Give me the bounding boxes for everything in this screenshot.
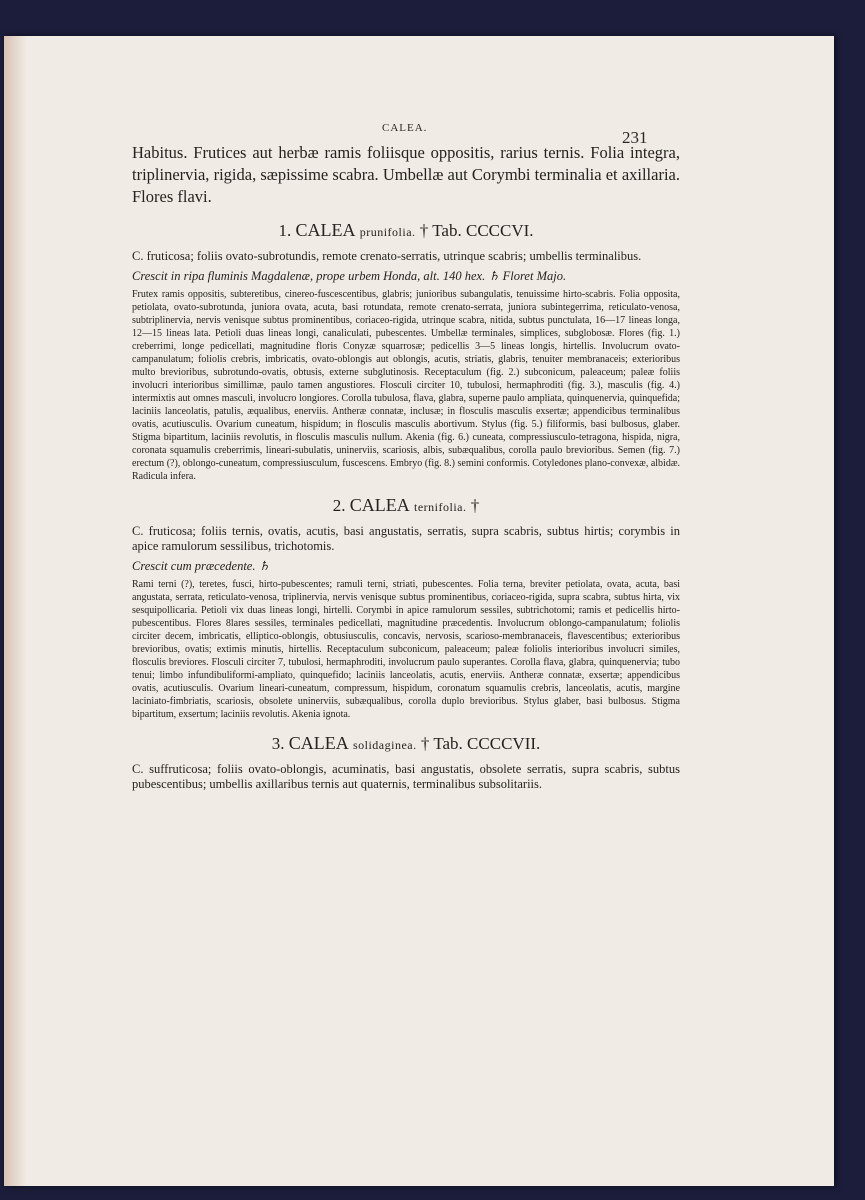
species-description-1: Frutex ramis oppositis, subteretibus, cinereo-fuscescentibus, glabris; junioribus subangulatis, tenuissime hirto-scabris. Folia opposita, petiolata, ovato-subrotunda, juniora ovata, acuta, basi rotundata, remote crenato-serrata, juniora subintegerrima, reticulato-venosa, subtriplinervia, nervis venisque subtus prominentibus, coriaceo-rigida, utrinque scabra, nitida, subtus punctulata, 16—17 lineas longa, 12—15 lineas lata. Petioli duas lineas longi, canaliculati, pubescentes. Umbellæ terminales, simplices, subglobosæ. Flores (fig. 1.) creberrimi, longe pedicellati, magnitudine floris Conyzæ squarrosæ; pedicellis 3—5 lineas longis, hirtellis. Involucrum ovato-campanulatum; foliolis crebris, imbricatis, ovato-oblongis aut oblongis, acutis, striatis, glabris, tenuiter membranaceis; exterioribus multo brevioribus, subrotundo-ovatis, obtusis, externe subglutinosis. Receptaculum (fig. 2.) subconicum, paleaceum; paleæ foliis involucri interioribus simillimæ, paulo tamen angustiores. Flosculi circiter 10, tubulosi, hermaphroditi (fig. 3.), masculis (fig. 4.) intermixtis aut omnes masculi, involucro longiores. Corolla tubulosa, flava, glabra, superne paulo ampliata, quinquenervia, quinquefida; laciniis lanceolatis, patulis, æqualibus, enerviis. Antheræ connatæ, inclusæ; in flosculis masculis exsertæ; appendicibus terminalibus ovatis, acutiusculis. Ovarium cuneatum, hispidum; in flosculis masculis abortivum. Stylus (fig. 5.) filiformis, basi bulbosus, glaber. Stigma bipartitum, laciniis revolutis, in flosculis masculis nullum. Akenia (fig. 6.) cuneata, compressiusculo-tetragona, hispida, nigra, coronata squamulis creberrimis, lineari-subulatis, uninerviis, scariosis, albis, subæqualibus, corolla paulo brevioribus. Semen (fig. 7.) erectum (?), oblongo-cuneatum, compressiusculum, fuscescens. Embryo (fig. 8.) semini conformis. Cotyledones plano-convexæ, albidæ. Radicula infera.: [132, 289, 680, 482]
species-habitat-1: Crescit in ripa fluminis Magdalenæ, prope urbem Honda, alt. 140 hex. ♄ Floret Majo.: [132, 269, 567, 283]
species-number: 2.: [332, 496, 346, 515]
species-diagnosis-3: C. suffruticosa; foliis ovato-oblongis, acuminatis, basi angustatis, obsolete serratis, supra scabris, subtus pubescentibus; umbellis axillaribus ternis aut quaternis, terminalibus subsolitariis.: [132, 762, 680, 791]
species-number: 1.: [278, 221, 292, 240]
species-number: 3.: [271, 734, 285, 753]
species-epithet: ternifolia.: [414, 500, 467, 514]
genus-name: CALEA: [349, 495, 410, 515]
genus-name: CALEA: [295, 220, 356, 240]
species-epithet: solidaginea.: [352, 738, 417, 752]
plate-reference: †: [470, 496, 480, 515]
habitus-paragraph: Habitus. Frutices aut herbæ ramis foliisque oppositis, rarius ternis. Folia integra, triplinervia, rigida, sæpissime scabra. Umbellæ aut Corymbi terminalia et axillaria. Flores flavi.: [132, 143, 680, 206]
species-heading-1: [132, 220, 680, 241]
species-diagnosis-1: C. fruticosa; foliis ovato-subrotundis, remote crenato-serratis, utrinque scabris; umbellis terminalibus.: [132, 249, 642, 263]
plate-reference: † Tab. CCCCVII.: [420, 734, 541, 753]
species-description-2: Rami terni (?), teretes, fusci, hirto-pubescentes; ramuli terni, striati, pubescentes. Folia terna, breviter petiolata, ovata, acuta, basi angustata, serrata, reticulato-venosa, triplinervia, nervis venisque subtus prominentibus, coriaceo-rigida, supra scabra, subtus hirta, vix sesquipollicaria. Petioli vix duas lineas longi, hirtelli. Corymbi in apice ramulorum sessiles, subtrichotomi; ramis et pedicellis hirto-pubescentibus. Flores 8lares sessiles, terminales pedicellati, magnitudine præcedentis. Involucrum oblongo-campanulatum; foliolis circiter decem, imbricatis, elliptico-oblongis, obtusiusculis, concavis, nervosis, scarioso-membranaceis, flavescentibus; exterioribus brevioribus, ovatis; extimis minutis, hirtellis. Receptaculum subconicum, paleaceum; paleæ foliolis interioribus involucri similes, flosculis breviores. Flosculi circiter 7, tubulosi, hermaphroditi, involucrum paulo superantes. Corolla flava, glabra, quinquenervia; tubo tenui; limbo infundibuliformi-ampliato, quinquefido; laciniis lanceolatis, acutis, enerviis. Antheræ connatæ, exsertæ; appendicibus ovatis, acutiusculis. Ovarium lineari-cuneatum, compressum, hispidum, coronatum squamulis crebris, lanceolatis, acutis, margine laciniato-fimbriatis, scariosis, obsolete uninerviis, subæqualibus, corolla duplo brevioribus. Stylus glaber, basi bulbosus. Stigma bipartitum, exsertum; laciniis revolutis. Akenia ignota.: [132, 579, 680, 720]
page-number: 231: [622, 128, 648, 147]
species-diagnosis-2: C. fruticosa; foliis ternis, ovatis, acutis, basi angustatis, serratis, supra scabris, subtus hirtis; corymbis in apice ramulorum sessilibus, trichotomis.: [132, 524, 680, 553]
species-heading-2: [132, 495, 680, 516]
species-heading-3: [132, 733, 680, 754]
species-epithet: prunifolia.: [359, 225, 416, 239]
running-head: CALEA.: [382, 122, 428, 134]
genus-name: CALEA: [288, 733, 349, 753]
species-habitat-2: Crescit cum præcedente. ♄: [132, 559, 270, 573]
page-content: [132, 142, 680, 796]
plate-reference: † Tab. CCCCVI.: [419, 221, 534, 240]
book-page: [4, 36, 834, 1186]
